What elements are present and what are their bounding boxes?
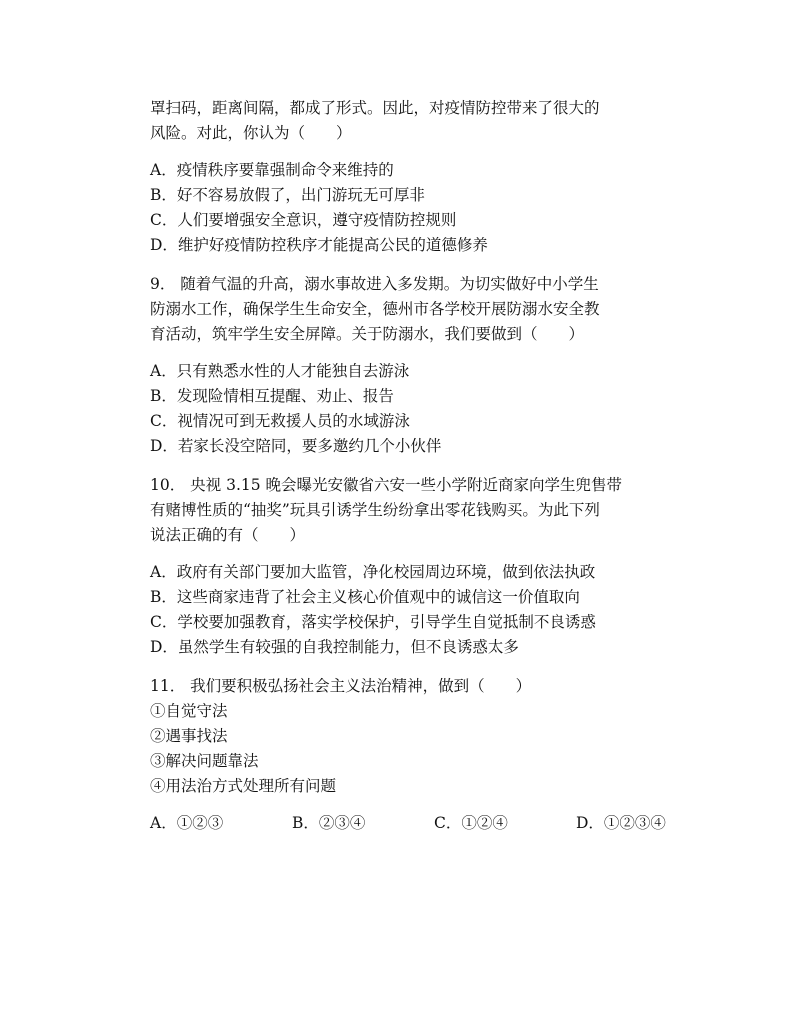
- question-11-option-c[interactable]: C．①②④: [434, 814, 508, 832]
- question-11-statement-1: ①自觉守法: [150, 702, 228, 720]
- question-11-options: [150, 811, 670, 836]
- question-10-stem-line: 有赌博性质的“抽奖”玩具引诱学生纷纷拿出零花钱购买。为此下列: [150, 501, 600, 519]
- question-9-stem-line: 9． 随着气温的升高，溺水事故进入多发期。为切实做好中小学生: [150, 275, 599, 293]
- question-8-options: [150, 158, 670, 258]
- question-8-stem-line: 风险。对此，你认为（ ）: [150, 124, 352, 142]
- question-9-options: [150, 359, 670, 459]
- question-9-stem-line: 防溺水工作，确保学生生命安全，德州市各学校开展防溺水安全教: [150, 300, 600, 318]
- question-11-option-d[interactable]: D．①②③④: [576, 814, 666, 832]
- question-8-option-c[interactable]: C．人们要增强安全意识，遵守疫情防控规则: [150, 211, 457, 229]
- question-9: [150, 272, 670, 347]
- question-8-option-a[interactable]: A．疫情秩序要靠强制命令来维持的: [150, 161, 394, 179]
- question-9-stem-line: 育活动，筑牢学生安全屏障。关于防溺水，我们要做到（ ）: [150, 325, 585, 343]
- question-8-tail: [150, 96, 670, 146]
- question-10-option-b[interactable]: B．这些商家违背了社会主义核心价值观中的诚信这一价值取向: [150, 588, 580, 606]
- question-11: [150, 674, 670, 799]
- question-11-stem-line: 11． 我们要积极弘扬社会主义法治精神，做到（ ）: [150, 677, 532, 695]
- question-11-statement-2: ②遇事找法: [150, 727, 228, 745]
- question-9-option-c[interactable]: C．视情况可到无救援人员的水域游泳: [150, 412, 410, 430]
- question-9-option-b[interactable]: B．发现险情相互提醒、劝止、报告: [150, 387, 394, 405]
- question-11-statement-3: ③解决问题靠法: [150, 752, 259, 770]
- question-11-option-b[interactable]: B．②③④: [292, 814, 366, 832]
- exam-page: [150, 96, 670, 836]
- question-9-option-d[interactable]: D．若家长没空陪同，要多邀约几个小伙伴: [150, 437, 442, 455]
- question-8-option-b[interactable]: B．好不容易放假了，出门游玩无可厚非: [150, 186, 425, 204]
- question-10-stem-line: 说法正确的有（ ）: [150, 526, 306, 544]
- question-10: [150, 473, 670, 548]
- question-11-statement-4: ④用法治方式处理所有问题: [150, 777, 337, 795]
- question-8-option-d[interactable]: D．维护好疫情防控秩序才能提高公民的道德修养: [150, 236, 488, 254]
- question-10-options: [150, 560, 670, 660]
- question-10-option-a[interactable]: A．政府有关部门要加大监管，净化校园周边环境，做到依法执政: [150, 563, 596, 581]
- question-8-stem-line: 罩扫码，距离间隔，都成了形式。因此，对疫情防控带来了很大的: [150, 99, 600, 117]
- question-10-option-d[interactable]: D．虽然学生有较强的自我控制能力，但不良诱惑太多: [150, 638, 519, 656]
- question-10-stem-line: 10． 央视 3.15 晚会曝光安徽省六安一些小学附近商家向学生兜售带: [150, 476, 623, 494]
- question-9-option-a[interactable]: A．只有熟悉水性的人才能独自去游泳: [150, 362, 410, 380]
- question-11-option-a[interactable]: A．①②③: [150, 814, 224, 832]
- question-10-option-c[interactable]: C．学校要加强教育，落实学校保护，引导学生自觉抵制不良诱惑: [150, 613, 596, 631]
